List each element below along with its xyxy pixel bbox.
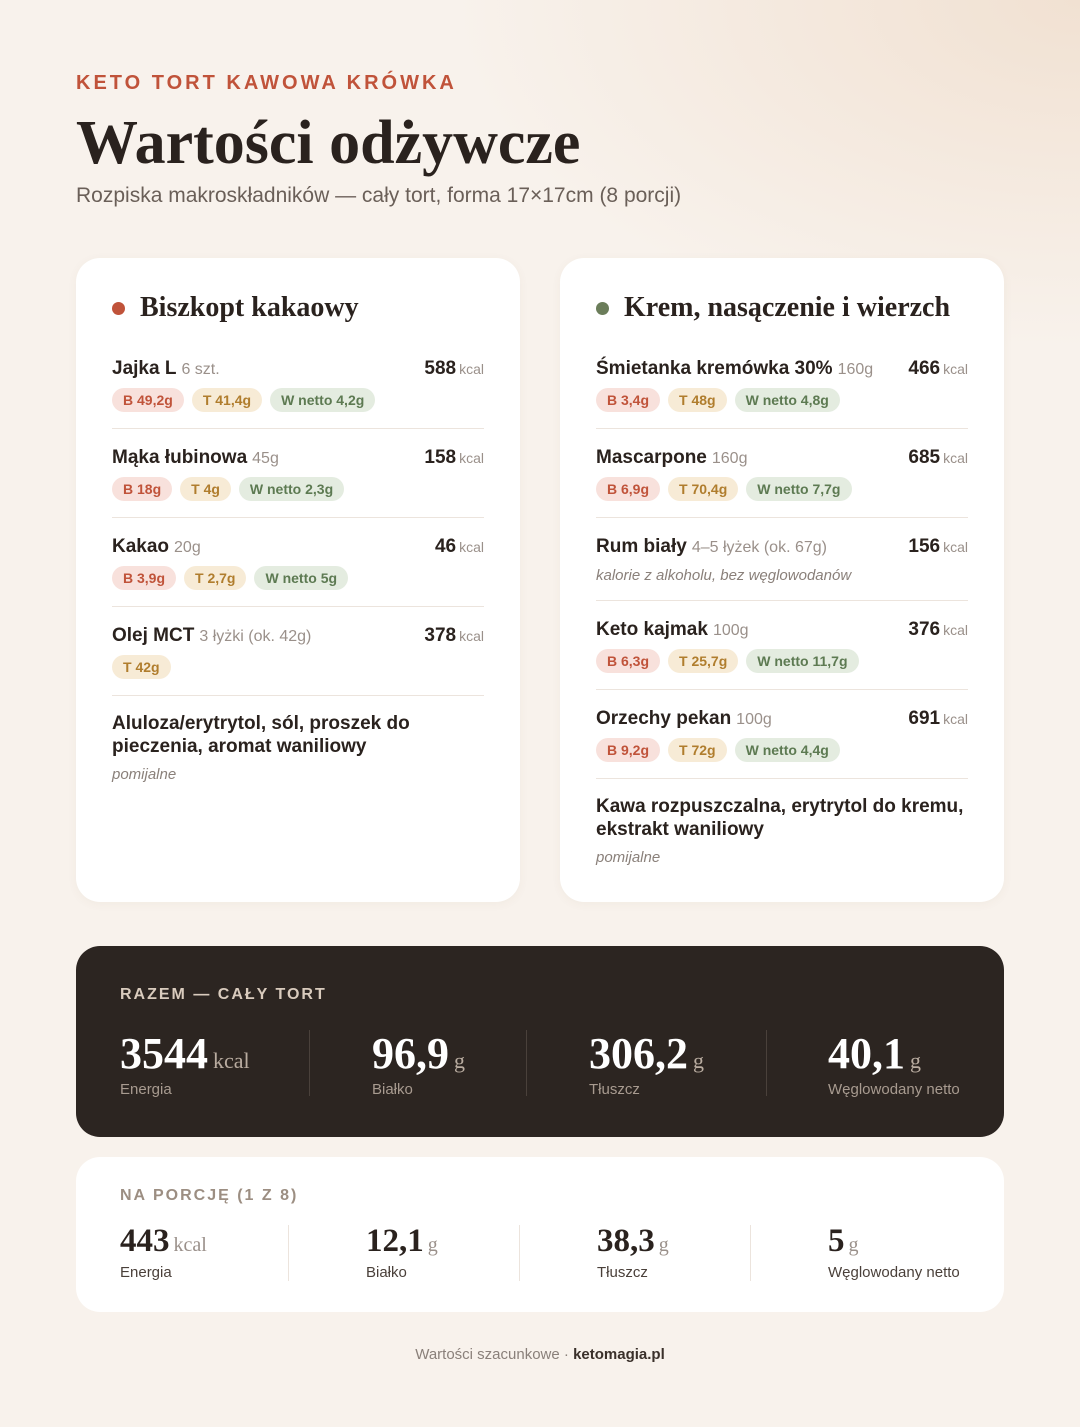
card-header	[596, 292, 968, 324]
list-item	[596, 443, 968, 518]
kcal-unit: kcal	[943, 539, 968, 555]
carbs-tag: W netto 7,7g	[746, 477, 851, 501]
total-panel	[76, 946, 1004, 1137]
ingredient-name: Jajka L	[112, 358, 177, 379]
stat-fat	[597, 1223, 669, 1281]
list-item	[112, 532, 484, 607]
ingredient-kcal: 46	[434, 536, 457, 557]
stat-value: 3544	[120, 1029, 208, 1078]
divider	[766, 1030, 767, 1096]
ingredient-qty: 6 szt.	[181, 361, 220, 378]
ingredient-name: Mascarpone	[596, 447, 707, 468]
card-biszkopt	[76, 258, 520, 902]
kcal-unit: kcal	[943, 361, 968, 377]
kcal-unit: kcal	[459, 361, 484, 377]
ingredient-kcal: 588	[424, 358, 457, 379]
carbs-tag: W netto 4,8g	[735, 388, 840, 412]
divider	[309, 1030, 310, 1096]
carbs-tag: W netto 11,7g	[746, 649, 858, 673]
list-item	[112, 354, 484, 429]
page-subtitle: Rozpiska makroskładników — cały tort, forma 17×17cm (8 porcji)	[76, 184, 682, 207]
divider	[526, 1030, 527, 1096]
stat-value: 40,1	[828, 1029, 905, 1078]
fat-tag: T 72g	[668, 738, 727, 762]
stat-energy	[120, 1028, 250, 1098]
stat-label: Tłuszcz	[589, 1081, 640, 1098]
kcal-unit: kcal	[943, 450, 968, 466]
protein-tag: B 3,4g	[596, 388, 660, 412]
fat-tag: T 41,4g	[192, 388, 262, 412]
stat-value: 306,2	[589, 1029, 688, 1078]
stat-carbs	[828, 1223, 960, 1281]
stat-value: 5	[828, 1223, 845, 1259]
extra-name: Aluloza/erytrytol, sól, proszek do pieczenia, aromat waniliowy	[112, 713, 410, 757]
stat-value: 443	[120, 1223, 170, 1259]
carbs-tag: W netto 4,2g	[270, 388, 375, 412]
carbs-tag: W netto 5g	[254, 566, 348, 590]
divider	[750, 1225, 751, 1281]
stat-label: Energia	[120, 1264, 172, 1281]
page-title: Wartości odżywcze	[76, 109, 581, 177]
stat-unit: g	[454, 1048, 465, 1073]
fat-tag: T 42g	[112, 655, 171, 679]
ingredient-kcal: 158	[424, 447, 457, 468]
protein-tag: B 49,2g	[112, 388, 184, 412]
ingredient-qty: 45g	[252, 450, 279, 467]
ingredient-kcal: 691	[908, 708, 941, 729]
kcal-unit: kcal	[459, 628, 484, 644]
ingredient-qty: 20g	[174, 539, 201, 556]
ingredient-name: Śmietanka kremówka 30%	[596, 358, 833, 379]
extra-note: pomijalne	[112, 766, 177, 783]
divider	[288, 1225, 289, 1281]
stat-label: Białko	[366, 1264, 407, 1281]
stat-label: Białko	[372, 1081, 413, 1098]
list-item	[596, 354, 968, 429]
kcal-unit: kcal	[459, 450, 484, 466]
red-dot-icon	[112, 302, 125, 315]
ingredient-qty: 160g	[711, 450, 748, 467]
list-item	[112, 621, 484, 696]
ingredient-name: Keto kajmak	[596, 619, 708, 640]
fat-tag: T 2,7g	[184, 566, 246, 590]
list-item	[596, 532, 968, 601]
stat-unit: g	[427, 1234, 438, 1256]
ingredient-note: kalorie z alkoholu, bez węglowodanów	[596, 567, 852, 584]
extra-note: pomijalne	[596, 849, 661, 866]
list-item	[596, 615, 968, 690]
ingredient-kcal: 376	[908, 619, 941, 640]
stat-unit: g	[693, 1048, 704, 1073]
carbs-tag: W netto 4,4g	[735, 738, 840, 762]
green-dot-icon	[596, 302, 609, 315]
protein-tag: B 3,9g	[112, 566, 176, 590]
ingredient-qty: 4–5 łyżek (ok. 67g)	[691, 539, 827, 556]
stat-unit: g	[848, 1234, 859, 1256]
fat-tag: T 70,4g	[668, 477, 738, 501]
stat-unit: kcal	[173, 1234, 207, 1256]
divider	[519, 1225, 520, 1281]
fat-tag: T 25,7g	[668, 649, 738, 673]
total-label: RAZEM — CAŁY TORT	[120, 986, 327, 1003]
kcal-unit: kcal	[459, 539, 484, 555]
ingredient-qty: 100g	[712, 622, 749, 639]
protein-tag: B 6,9g	[596, 477, 660, 501]
ingredient-name: Rum biały	[596, 536, 687, 557]
card-title: Krem, nasączenie i wierzch	[624, 292, 951, 323]
protein-tag: B 9,2g	[596, 738, 660, 762]
stat-carbs	[828, 1028, 960, 1098]
extra-name: Kawa rozpuszczalna, erytrytol do kremu, ekstrakt waniliowy	[596, 796, 964, 840]
protein-tag: B 6,3g	[596, 649, 660, 673]
ingredient-kcal: 378	[424, 625, 457, 646]
stat-energy	[120, 1223, 207, 1281]
stat-unit: g	[658, 1234, 669, 1256]
extra-ingredients	[112, 710, 484, 783]
ingredient-name: Olej MCT	[112, 625, 195, 646]
footer-text: Wartości szacunkowe ·	[415, 1346, 574, 1363]
stat-label: Tłuszcz	[597, 1264, 648, 1281]
protein-tag: B 18g	[112, 477, 172, 501]
card-header	[112, 292, 484, 324]
stat-protein	[366, 1223, 438, 1281]
card-title: Biszkopt kakaowy	[140, 292, 359, 323]
fat-tag: T 48g	[668, 388, 727, 412]
stat-fat	[589, 1028, 704, 1098]
footer-site-link[interactable]: ketomagia.pl	[573, 1346, 665, 1363]
ingredient-name: Orzechy pekan	[596, 708, 732, 729]
kicker: KETO TORT KAWOWA KRÓWKA	[76, 72, 457, 94]
stat-label: Węglowodany netto	[828, 1264, 960, 1281]
footer	[0, 1346, 1080, 1363]
ingredient-name: Kakao	[112, 536, 170, 557]
kcal-unit: kcal	[943, 711, 968, 727]
ingredient-kcal: 685	[908, 447, 941, 468]
list-item	[112, 443, 484, 518]
kcal-unit: kcal	[943, 622, 968, 638]
ingredient-name: Mąka łubinowa	[112, 447, 248, 468]
ingredient-qty: 3 łyżki (ok. 42g)	[199, 628, 312, 645]
ingredient-qty: 100g	[736, 711, 772, 728]
extra-ingredients	[596, 793, 968, 866]
card-krem	[560, 258, 1004, 902]
stat-protein	[372, 1028, 465, 1098]
ingredient-kcal: 466	[908, 358, 941, 379]
list-item	[596, 704, 968, 779]
stat-label: Węglowodany netto	[828, 1081, 960, 1098]
stat-label: Energia	[120, 1081, 172, 1098]
fat-tag: T 4g	[180, 477, 231, 501]
carbs-tag: W netto 2,3g	[239, 477, 344, 501]
stat-unit: g	[910, 1048, 921, 1073]
ingredient-qty: 160g	[837, 361, 874, 378]
stat-value: 96,9	[372, 1029, 449, 1078]
portion-panel	[76, 1157, 1004, 1312]
ingredient-kcal: 156	[908, 536, 941, 557]
stat-value: 38,3	[597, 1223, 655, 1259]
portion-label: NA PORCJĘ (1 Z 8)	[120, 1187, 299, 1204]
stat-unit: kcal	[213, 1048, 250, 1073]
stat-value: 12,1	[366, 1223, 424, 1259]
